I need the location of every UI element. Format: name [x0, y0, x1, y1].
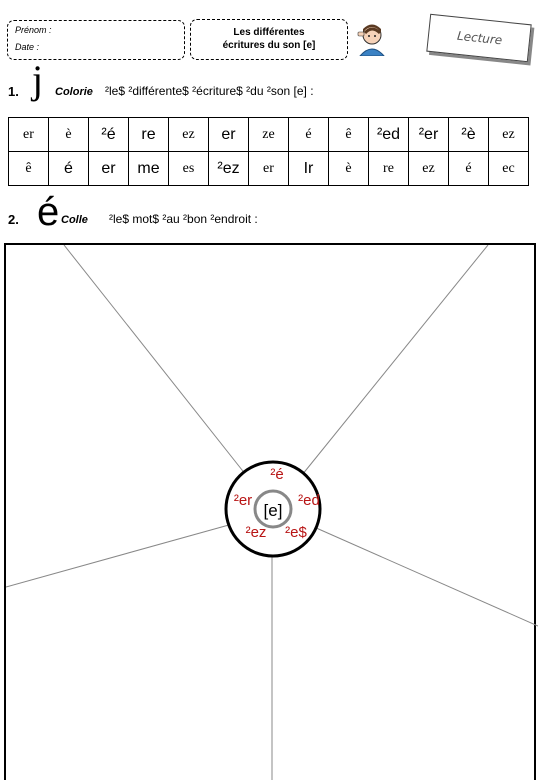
- table-cell[interactable]: ²é: [89, 118, 129, 152]
- exercise-1-verb: Colorie: [55, 86, 93, 98]
- table-cell[interactable]: é: [289, 118, 329, 152]
- divider-line: [314, 527, 538, 626]
- table-cell[interactable]: ê: [9, 152, 49, 186]
- table-cell[interactable]: ²ed: [369, 118, 409, 152]
- exercise-1-instruction: ²le$ ²différente$ ²écriture$ ²du ²son [e] :: [105, 84, 314, 98]
- table-cell[interactable]: é: [49, 152, 89, 186]
- exercise-2-letter-icon: é: [37, 190, 60, 234]
- table-row: [9, 118, 529, 152]
- table-cell[interactable]: ²è: [449, 118, 489, 152]
- spellings-table: [8, 117, 529, 186]
- table-row: [9, 152, 529, 186]
- exercise-1-letter-icon: j: [32, 57, 44, 102]
- table-cell[interactable]: ec: [489, 152, 529, 186]
- wheel-center-label: [e]: [263, 501, 283, 520]
- table-cell[interactable]: ez: [489, 118, 529, 152]
- exercise-1-heading: [8, 57, 528, 106]
- table-cell[interactable]: ²ez: [209, 152, 249, 186]
- divider-line: [6, 523, 236, 587]
- lecture-card: [426, 14, 531, 62]
- table-cell[interactable]: er: [209, 118, 249, 152]
- table-cell[interactable]: ze: [249, 118, 289, 152]
- table-cell[interactable]: é: [449, 152, 489, 186]
- reading-kid-icon: [356, 22, 388, 56]
- date-label: Date :: [15, 42, 40, 52]
- table-cell[interactable]: ez: [169, 118, 209, 152]
- name-date-box: [7, 20, 185, 60]
- table-cell[interactable]: me: [129, 152, 169, 186]
- divider-line: [302, 245, 488, 475]
- wheel-spelling: ²er: [233, 492, 253, 509]
- prenom-label: Prénom :: [15, 25, 52, 35]
- wheel-spelling: ²ez: [245, 524, 267, 541]
- sorting-frame: [4, 243, 536, 780]
- table-cell[interactable]: re: [369, 152, 409, 186]
- sorting-wheel: [6, 245, 538, 780]
- lecture-label: Lecture: [456, 28, 503, 48]
- title-box: [190, 19, 348, 60]
- table-cell[interactable]: er: [249, 152, 289, 186]
- table-cell[interactable]: è: [329, 152, 369, 186]
- divider-line: [64, 245, 246, 475]
- title-line-2: écritures du son [e]: [222, 40, 316, 51]
- table-cell[interactable]: Ir: [289, 152, 329, 186]
- table-cell[interactable]: er: [89, 152, 129, 186]
- table-cell[interactable]: ez: [409, 152, 449, 186]
- wheel-spelling: ²é: [270, 466, 284, 483]
- table-cell[interactable]: re: [129, 118, 169, 152]
- exercise-2-instruction: ²le$ mot$ ²au ²bon ²endroit :: [109, 212, 258, 226]
- exercise-2-number: 2.: [8, 212, 19, 227]
- wheel-spelling: ²e$: [285, 524, 307, 541]
- exercise-1-number: 1.: [8, 84, 19, 99]
- table-cell[interactable]: ²er: [409, 118, 449, 152]
- table-cell[interactable]: è: [49, 118, 89, 152]
- wheel-spelling: ²ed: [298, 492, 320, 509]
- table-cell[interactable]: er: [9, 118, 49, 152]
- exercise-2-heading: [8, 190, 528, 236]
- exercise-2-verb: Colle: [61, 214, 88, 226]
- title-line-1: Les différentes: [233, 27, 305, 38]
- table-cell[interactable]: es: [169, 152, 209, 186]
- table-cell[interactable]: ê: [329, 118, 369, 152]
